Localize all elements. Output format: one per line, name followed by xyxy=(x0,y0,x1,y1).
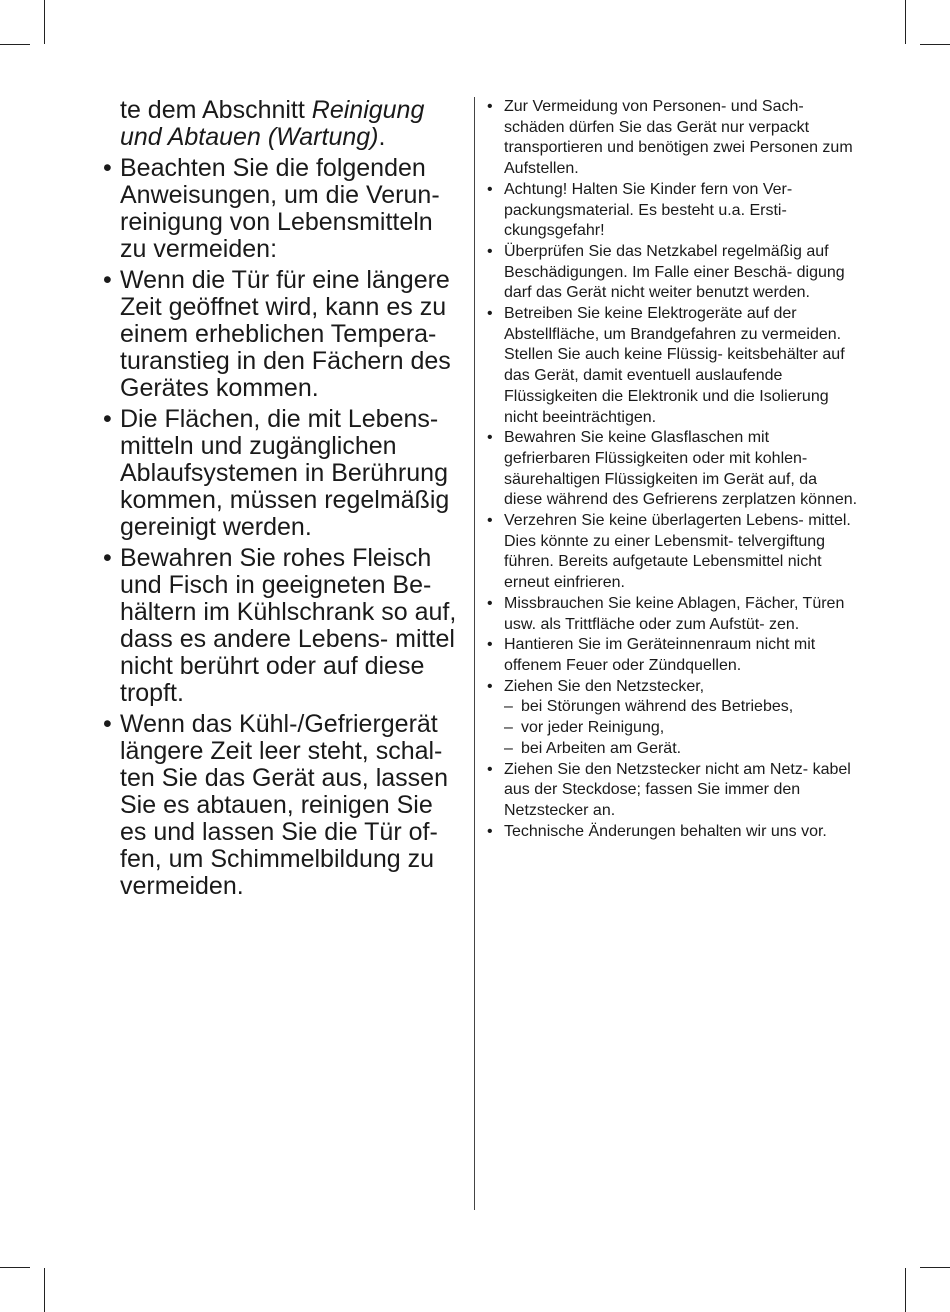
crop-mark-bottom-right xyxy=(905,1268,906,1312)
crop-mark-top-right xyxy=(905,0,906,44)
bullet-icon: • xyxy=(103,154,112,182)
bullet-icon: • xyxy=(103,544,112,572)
list-item-text: Betreiben Sie keine Elektrogeräte auf der Abstellfläche, um Brandgefahren zu vermeiden. Stellen Sie auch keine Flüssig- keitsbehälter auf das Gerät, damit eventuell auslaufende Flüssigkeiten die Elektronik und die Isolierung nicht beeinträchtigen. xyxy=(504,305,845,426)
sub-list-item xyxy=(504,697,859,718)
list-item xyxy=(103,155,463,263)
lead-end: . xyxy=(378,123,386,151)
bullet-icon: • xyxy=(487,98,493,115)
list-item-text: Bewahren Sie rohes Fleisch und Fisch in geeigneten Be- hältern im Kühlschrank so auf, dass es andere Lebens- mittel nicht berührt oder auf diese tropft. xyxy=(120,544,457,707)
bullet-icon: • xyxy=(487,180,493,198)
list-item xyxy=(487,822,859,843)
dash-icon: – xyxy=(504,739,513,757)
list-item-text: Ziehen Sie den Netzstecker, xyxy=(504,677,705,695)
right-column xyxy=(487,97,859,842)
lead-text: te dem Abschnitt xyxy=(120,96,312,124)
continued-paragraph xyxy=(120,97,463,151)
list-item xyxy=(487,594,859,635)
crop-mark-top-left xyxy=(44,0,45,44)
crop-mark-top-left-h xyxy=(0,44,30,45)
list-item-text: Verzehren Sie keine überlagerten Lebens- mittel. Dies könnte zu einer Lebensmit- telvergiftung führen. Bereits aufgetaute Lebensmittel nicht erneut einfrieren. xyxy=(504,512,851,592)
list-item xyxy=(487,428,859,511)
sub-list-item-text: bei Störungen während des Betriebes, xyxy=(521,698,794,716)
section-reference: Reinigung und Abtauen (Wartung) xyxy=(120,96,425,151)
bullet-icon: • xyxy=(103,405,112,433)
bullet-icon: • xyxy=(487,594,493,612)
list-item xyxy=(487,97,859,180)
list-item xyxy=(103,267,463,402)
list-item-text: Die Flächen, die mit Lebens- mitteln und zugänglichen Ablaufsystemen in Berührung kommen, müssen regelmäßig gereinigt werden. xyxy=(120,405,450,541)
list-item-text: Achtung! Halten Sie Kinder fern von Ver- packungsmaterial. Es besteht u.a. Ersti- ckungsgefahr! xyxy=(504,180,793,240)
sub-list-item-text: bei Arbeiten am Gerät. xyxy=(521,739,682,757)
bullet-icon: • xyxy=(487,677,493,695)
sub-list-item-text: vor jeder Reinigung, xyxy=(521,719,665,737)
bullet-icon: • xyxy=(487,429,493,447)
left-column xyxy=(103,97,463,900)
crop-mark-top-right-h xyxy=(920,44,950,45)
crop-mark-bottom-left-h xyxy=(0,1267,30,1268)
bullet-icon: • xyxy=(103,266,112,294)
list-item xyxy=(487,242,859,304)
bullet-icon: • xyxy=(487,242,493,260)
list-item-text: Wenn das Kühl-/Gefriergerät längere Zeit leer steht, schal- ten Sie das Gerät aus, lassen Sie es abtauen, reinigen Sie es und lassen Sie die Tür of- fen, um Schimmelbildung zu vermeiden. xyxy=(120,710,448,900)
list-item-text: Wenn die Tür für eine längere Zeit geöffnet wird, kann es zu einem erheblichen Tempera- turanstieg in den Fächern des Gerätes kommen. xyxy=(120,266,451,402)
bullet-icon: • xyxy=(487,636,493,654)
bullet-icon: • xyxy=(103,710,112,738)
list-item-text: Technische Änderungen behalten wir uns vor. xyxy=(504,822,827,840)
bullet-icon: • xyxy=(487,512,493,530)
crop-mark-bottom-right-h xyxy=(920,1267,950,1268)
list-item-text: Bewahren Sie keine Glasflaschen mit gefrierbaren Flüssigkeiten oder mit kohlen- säurehaltigen Flüssigkeiten im Gerät auf, da diese während des Gefrierens zerplatzen können. xyxy=(504,429,858,509)
dash-icon: – xyxy=(504,698,513,716)
list-item xyxy=(103,711,463,900)
list-item xyxy=(487,511,859,594)
list-item-unplug xyxy=(487,677,859,760)
list-item-text: Zur Vermeidung von Personen- und Sach- schäden dürfen Sie das Gerät nur verpackt transportieren und benötigen zwei Personen zum Aufstellen. xyxy=(504,98,853,178)
dash-icon: – xyxy=(504,719,513,737)
list-item xyxy=(487,635,859,676)
list-item xyxy=(487,304,859,428)
list-item-text: Überprüfen Sie das Netzkabel regelmäßig auf Beschädigungen. Im Falle einer Beschä- digung darf das Gerät nicht weiter benutzt werden. xyxy=(504,242,845,302)
list-item xyxy=(487,760,859,822)
crop-mark-bottom-left xyxy=(44,1268,45,1312)
sub-list-item xyxy=(504,718,859,739)
list-item xyxy=(103,406,463,541)
bullet-icon: • xyxy=(487,305,493,323)
list-item-text: Ziehen Sie den Netzstecker nicht am Netz- kabel aus der Steckdose; fassen Sie immer den Netzstecker an. xyxy=(504,760,851,819)
list-item xyxy=(103,545,463,707)
sub-list-item xyxy=(504,739,859,760)
bullet-icon: • xyxy=(487,822,493,840)
bullet-icon: • xyxy=(487,760,493,778)
list-item xyxy=(487,180,859,242)
list-item-text: Missbrauchen Sie keine Ablagen, Fächer, Türen usw. als Trittfläche oder zum Aufstüt- zen. xyxy=(504,594,845,633)
column-divider xyxy=(474,97,475,1210)
list-item-text: Beachten Sie die folgenden Anweisungen, um die Verun- reinigung von Lebensmitteln zu vermeiden: xyxy=(120,154,440,263)
list-item-text: Hantieren Sie im Geräteinnenraum nicht mit offenem Feuer oder Zündquellen. xyxy=(504,636,816,674)
